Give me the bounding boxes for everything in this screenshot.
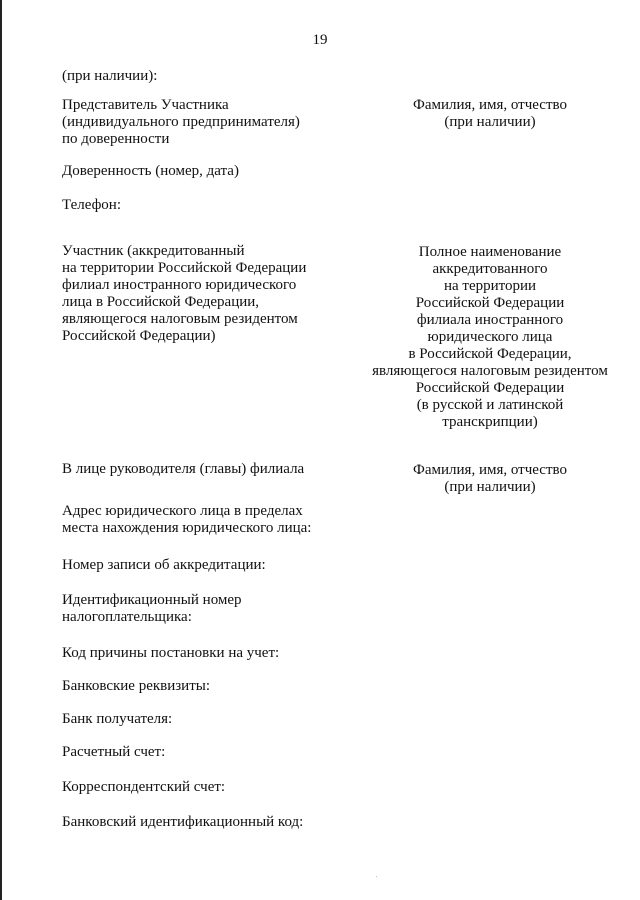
label-power-of-attorney: Доверенность (номер, дата) [62, 163, 239, 179]
label-participant-branch: Участник (аккредитованный на территории Российской Федерации филиал иностранного юридического лица в Российской Федерации, являющегося налоговым резидентом Российской Федерации) [62, 243, 307, 344]
scan-edge-line [0, 0, 2, 900]
label-participant-representative: Представитель Участника (индивидуального предпринимателя) по доверенности [62, 97, 300, 147]
label-recipient-bank: Банк получателя: [62, 711, 173, 727]
label-bank-identification-code: Банковский идентификационный код: [62, 814, 304, 830]
label-taxpayer-id: Идентификационный номер налогоплательщика: [62, 592, 242, 625]
caption-full-name-representative: Фамилия, имя, отчество (при наличии) [413, 97, 567, 130]
text-if-available: (при наличии): [62, 68, 158, 84]
label-legal-address: Адрес юридического лица в пределах места нахождения юридического лица: [62, 503, 312, 536]
label-branch-head: В лице руководителя (главы) филиала [62, 461, 305, 477]
label-registration-reason-code: Код причины постановки на учет: [62, 645, 280, 661]
label-bank-details: Банковские реквизиты: [62, 678, 211, 694]
caption-full-name-head: Фамилия, имя, отчество (при наличии) [413, 462, 567, 495]
label-settlement-account: Расчетный счет: [62, 744, 166, 760]
page-number: 19 [312, 32, 328, 48]
caption-branch-full-name: Полное наименование аккредитованного на территории Российской Федерации филиала иностранного юридического лица в Российской Федерации, являющегося налоговым резидентом Российской Федерации (в русской и латинской транскрипции) [372, 244, 608, 430]
label-accreditation-record-number: Номер записи об аккредитации: [62, 557, 266, 573]
scan-speck [376, 876, 377, 877]
label-phone: Телефон: [62, 197, 121, 213]
label-correspondent-account: Корреспондентский счет: [62, 779, 226, 795]
